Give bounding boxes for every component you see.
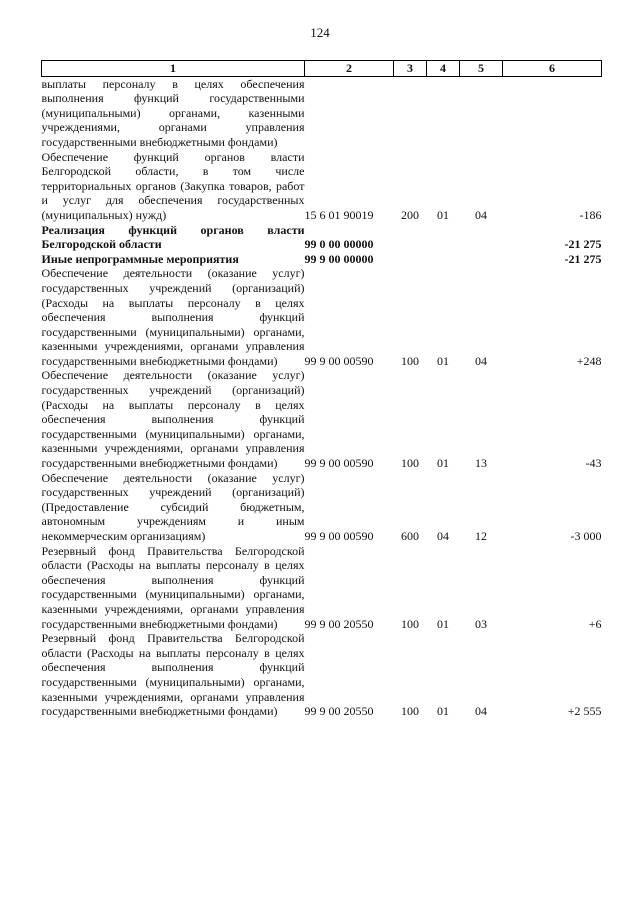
row-code: 99 9 00 00000 [304,251,374,266]
row-code: 15 6 01 90019 [304,207,374,222]
row-col3: 100 [401,456,419,471]
row-amount: +6 [588,616,602,631]
row-description: Обеспечение деятельности (оказание услуг) государственных учреждений (организаций) (Предоставление субсидий бюджетным, автономным учреждениям и иным некоммерческим организациям) [41,470,305,543]
row-col5 [460,76,503,149]
table-row [42,631,602,719]
row-amount: -21 275 [564,251,602,266]
row-col3 [394,76,427,149]
table-row [42,252,602,267]
column-header-5: 5 [460,61,503,77]
row-col5 [460,223,503,252]
row-col3: 100 [401,616,419,631]
row-code: 99 9 00 20550 [304,704,374,719]
row-col5: 03 [475,616,487,631]
column-header-2: 2 [305,61,394,77]
row-col4 [427,223,460,252]
row-col3 [394,252,427,267]
row-code [305,76,394,149]
row-col3 [394,223,427,252]
row-code: 99 9 00 00590 [304,529,374,543]
row-description: Иные непрограммные мероприятия [41,251,239,266]
row-code: 99 9 00 20550 [304,616,374,631]
column-header-6: 6 [503,61,602,77]
row-description: Резервный фонд Правительства Белгородской области (Расходы на выплаты персоналу в целях обеспечения выполнения функций государственными (муниципальными) органами, казенными учреждениями, органами управления государственными внебюджетными фондами) [41,631,305,719]
row-amount: -186 [579,207,602,222]
row-col4 [427,252,460,267]
row-col5 [460,252,503,267]
page-number: 124 [310,25,330,40]
row-description: Резервный фонд Правительства Белгородской области (Расходы на выплаты персоналу в целях обеспечения выполнения функций государственными (муниципальными) органами, казенными учреждениями, органами управления государственными внебюджетными фондами) [41,543,305,631]
table-row [42,150,602,223]
row-col5: 04 [475,704,487,719]
table-row [42,223,602,252]
row-col4: 01 [437,353,449,368]
row-col3: 200 [401,207,419,222]
row-col3: 100 [401,353,419,368]
row-col5: 12 [475,529,487,543]
row-amount: -21 275 [564,237,602,252]
row-amount: +2 555 [567,704,602,719]
row-description: Обеспечение деятельности (оказание услуг) государственных учреждений (организаций) (Расходы на выплаты персоналу в целях обеспечения выполнения функций государственными (муниципальными) органами, казенными учреждениями, органами управления государственными внебюджетными фондами) [41,368,305,471]
row-col5: 04 [475,353,487,368]
row-amount [503,76,602,149]
row-col4: 01 [437,456,449,471]
budget-table [41,60,602,719]
row-amount: -3 000 [570,529,602,543]
row-description: Обеспечение деятельности (оказание услуг) государственных учреждений (организаций) (Расходы на выплаты персоналу в целях обеспечения выполнения функций государственными (муниципальными) органами, казенными учреждениями, органами управления государственными внебюджетными фондами) [41,266,305,368]
row-col4: 01 [437,616,449,631]
row-col4: 01 [437,207,449,222]
row-code: 99 0 00 00000 [304,237,374,252]
table-row [42,368,602,470]
row-code: 99 9 00 00590 [304,456,374,471]
row-description: выплаты персоналу в целях обеспечения выполнения функций государственными (муниципальными) органами, казенными учреждениями, органами управления государственными внебюджетными фондами) [41,76,305,149]
row-col4: 01 [437,704,449,719]
column-header-3: 3 [394,61,427,77]
row-amount: +248 [576,353,602,368]
column-header-1: 1 [42,61,305,77]
row-description: Реализация функций органов власти Белгородской области [41,222,305,252]
row-col4 [427,76,460,149]
table-header-row [42,61,602,77]
table-body [42,76,602,719]
row-code: 99 9 00 00590 [304,353,374,368]
row-col3: 600 [401,529,419,543]
row-amount: -43 [585,456,602,471]
table-row [42,76,602,149]
row-col4: 04 [437,529,449,543]
row-col5: 04 [475,207,487,222]
table-row [42,266,602,368]
row-col3: 100 [401,704,419,719]
column-header-4: 4 [427,61,460,77]
table-row [42,471,602,544]
row-col5: 13 [475,456,487,471]
table-row [42,544,602,632]
row-description: Обеспечение функций органов власти Белгородской области, в том числе территориальных органов (Закупка товаров, работ и услуг для обеспечения государственных (муниципальных) нужд) [41,149,305,222]
